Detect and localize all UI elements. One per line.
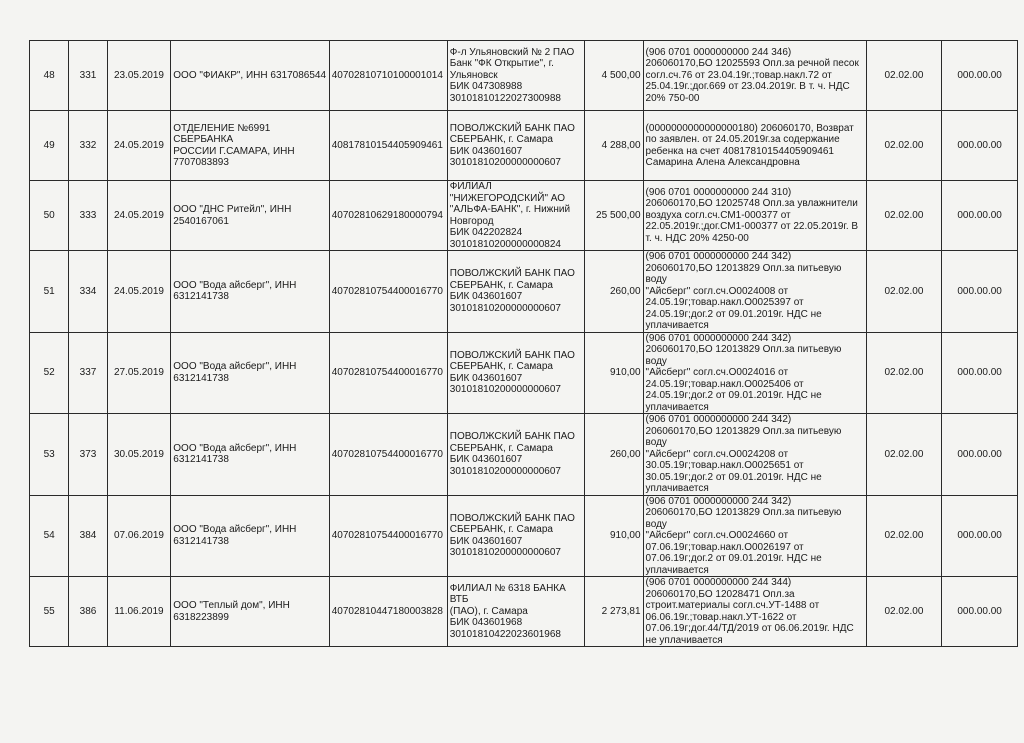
bank-details-cell: ПОВОЛЖСКИЙ БАНК ПАО СБЕРБАНК, г. Самара БИК 043601607 30101810200000000607 — [447, 111, 584, 181]
code-cell: 02.02.00 — [866, 332, 942, 414]
payment-purpose-cell: (906 0701 0000000000 244 346) 206060170,БО 12025593 Опл.за речной песок согл.сч.76 от 23.04.19г.;товар.накл.72 от 25.04.19г.;дог.669 от 23.04.2019г. В т. ч. НДС 20% 750-00 — [643, 41, 866, 111]
payment-date-cell: 24.05.2019 — [107, 111, 171, 181]
code-cell: 02.02.00 — [866, 111, 942, 181]
code-cell: 000.00.00 — [942, 111, 1018, 181]
row-number-cell: 51 — [30, 251, 69, 333]
table-row — [30, 41, 1018, 111]
bank-details-cell: ФИЛИАЛ "НИЖЕГОРОДСКИЙ" АО "АЛЬФА-БАНК", г. Нижний Новгород БИК 042202824 30101810200000000824 — [447, 181, 584, 251]
account-number-cell: 40702810629180000794 — [329, 181, 447, 251]
payment-purpose-cell: (906 0701 0000000000 244 342) 206060170,БО 12013829 Опл.за питьевую воду "Айсберг" согл.сч.О0024016 от 24.05.19г;товар.накл.О0025406 от 24.05.19г;дог.2 от 09.01.2019г. НДС не уплачивается — [643, 332, 866, 414]
account-number-cell: 40702810754400016770 — [329, 495, 447, 577]
table-row — [30, 111, 1018, 181]
payment-purpose-cell: (906 0701 0000000000 244 342) 206060170,БО 12013829 Опл.за питьевую воду "Айсберг" согл.сч.О0024660 от 07.06.19г;товар.накл.О0026197 от 07.06.19г;дог.2 от 09.01.2019г. НДС не уплачивается — [643, 495, 866, 577]
payment-date-cell: 27.05.2019 — [107, 332, 171, 414]
payee-cell: ООО "Теплый дом", ИНН 6318223899 — [171, 577, 329, 647]
document-number-cell: 332 — [69, 111, 107, 181]
bank-details-cell: ФИЛИАЛ № 6318 БАНКА ВТБ (ПАО), г. Самара БИК 043601968 30101810422023601968 — [447, 577, 584, 647]
payment-date-cell: 30.05.2019 — [107, 414, 171, 496]
document-number-cell: 331 — [69, 41, 107, 111]
payment-purpose-cell: (906 0701 0000000000 244 342) 206060170,БО 12013829 Опл.за питьевую воду "Айсберг" согл.сч.О0024008 от 24.05.19г;товар.накл.О0025397 от 24.05.19г;дог.2 от 09.01.2019г. НДС не уплачивается — [643, 251, 866, 333]
payment-date-cell: 11.06.2019 — [107, 577, 171, 647]
code-cell: 000.00.00 — [942, 251, 1018, 333]
row-number-cell: 53 — [30, 414, 69, 496]
document-number-cell: 373 — [69, 414, 107, 496]
payee-cell: ООО "Вода айсберг", ИНН 6312141738 — [171, 414, 329, 496]
row-number-cell: 50 — [30, 181, 69, 251]
amount-cell: 910,00 — [585, 332, 644, 414]
amount-cell: 25 500,00 — [585, 181, 644, 251]
table-row — [30, 414, 1018, 496]
payment-purpose-cell: (0000000000000000180) 206060170, Возврат по заявлен. от 24.05.2019г.за содержание ребенка на счет 40817810154405909461 Самарина Алена Александровна — [643, 111, 866, 181]
payee-cell: ООО "Вода айсберг", ИНН 6312141738 — [171, 495, 329, 577]
row-number-cell: 54 — [30, 495, 69, 577]
bank-details-cell: ПОВОЛЖСКИЙ БАНК ПАО СБЕРБАНК, г. Самара БИК 043601607 30101810200000000607 — [447, 332, 584, 414]
code-cell: 000.00.00 — [942, 577, 1018, 647]
bank-details-cell: ПОВОЛЖСКИЙ БАНК ПАО СБЕРБАНК, г. Самара БИК 043601607 30101810200000000607 — [447, 251, 584, 333]
document-number-cell: 334 — [69, 251, 107, 333]
table-row — [30, 181, 1018, 251]
payment-date-cell: 07.06.2019 — [107, 495, 171, 577]
code-cell: 02.02.00 — [866, 251, 942, 333]
document-number-cell: 337 — [69, 332, 107, 414]
payment-date-cell: 24.05.2019 — [107, 251, 171, 333]
bank-details-cell: Ф-л Ульяновский № 2 ПАО Банк "ФК Открытие", г. Ульяновск БИК 047308988 30101810122027300988 — [447, 41, 584, 111]
table-row — [30, 332, 1018, 414]
table-row — [30, 251, 1018, 333]
amount-cell: 4 500,00 — [585, 41, 644, 111]
code-cell: 000.00.00 — [942, 181, 1018, 251]
payee-cell: ООО "ДНС Ритейл", ИНН 2540167061 — [171, 181, 329, 251]
account-number-cell: 40702810447180003828 — [329, 577, 447, 647]
account-number-cell: 40702810754400016770 — [329, 332, 447, 414]
row-number-cell: 49 — [30, 111, 69, 181]
bank-details-cell: ПОВОЛЖСКИЙ БАНК ПАО СБЕРБАНК, г. Самара БИК 043601607 30101810200000000607 — [447, 414, 584, 496]
payee-cell: ООО "ФИАКР", ИНН 6317086544 — [171, 41, 329, 111]
account-number-cell: 40702810754400016770 — [329, 414, 447, 496]
code-cell: 000.00.00 — [942, 332, 1018, 414]
code-cell: 000.00.00 — [942, 41, 1018, 111]
amount-cell: 2 273,81 — [585, 577, 644, 647]
payment-purpose-cell: (906 0701 0000000000 244 310) 206060170,БО 12025748 Опл.за увлажнители воздуха согл.сч.СМ1-000377 от 22.05.2019г.;дог.СМ1-000377 от 22.05.2019г. В т. ч. НДС 20% 4250-00 — [643, 181, 866, 251]
payment-date-cell: 23.05.2019 — [107, 41, 171, 111]
account-number-cell: 40817810154405909461 — [329, 111, 447, 181]
payment-date-cell: 24.05.2019 — [107, 181, 171, 251]
document-number-cell: 333 — [69, 181, 107, 251]
payee-cell: ООО "Вода айсберг", ИНН 6312141738 — [171, 251, 329, 333]
code-cell: 02.02.00 — [866, 495, 942, 577]
account-number-cell: 40702810754400016770 — [329, 251, 447, 333]
code-cell: 02.02.00 — [866, 414, 942, 496]
code-cell: 000.00.00 — [942, 495, 1018, 577]
bank-details-cell: ПОВОЛЖСКИЙ БАНК ПАО СБЕРБАНК, г. Самара БИК 043601607 30101810200000000607 — [447, 495, 584, 577]
row-number-cell: 55 — [30, 577, 69, 647]
code-cell: 000.00.00 — [942, 414, 1018, 496]
code-cell: 02.02.00 — [866, 181, 942, 251]
payee-cell: ООО "Вода айсберг", ИНН 6312141738 — [171, 332, 329, 414]
document-number-cell: 386 — [69, 577, 107, 647]
payment-purpose-cell: (906 0701 0000000000 244 344) 206060170,БО 12028471 Опл.за строит.материалы согл.сч.УТ-1488 от 06.06.19г.;товар.накл.УТ-1622 от 07.06.19г;дог.44/ТД/2019 от 06.06.2019г. НДС не уплачивается — [643, 577, 866, 647]
amount-cell: 260,00 — [585, 251, 644, 333]
payment-register-table — [29, 40, 1018, 647]
payment-purpose-cell: (906 0701 0000000000 244 342) 206060170,БО 12013829 Опл.за питьевую воду "Айсберг" согл.сч.О0024208 от 30.05.19г;товар.накл.О0025651 от 30.05.19г;дог.2 от 09.01.2019г. НДС не уплачивается — [643, 414, 866, 496]
code-cell: 02.02.00 — [866, 41, 942, 111]
row-number-cell: 52 — [30, 332, 69, 414]
amount-cell: 260,00 — [585, 414, 644, 496]
row-number-cell: 48 — [30, 41, 69, 111]
table-row — [30, 577, 1018, 647]
table-row — [30, 495, 1018, 577]
account-number-cell: 40702810710100001014 — [329, 41, 447, 111]
amount-cell: 4 288,00 — [585, 111, 644, 181]
code-cell: 02.02.00 — [866, 577, 942, 647]
document-number-cell: 384 — [69, 495, 107, 577]
amount-cell: 910,00 — [585, 495, 644, 577]
payee-cell: ОТДЕЛЕНИЕ №6991 СБЕРБАНКА РОССИИ Г.САМАРА, ИНН 7707083893 — [171, 111, 329, 181]
